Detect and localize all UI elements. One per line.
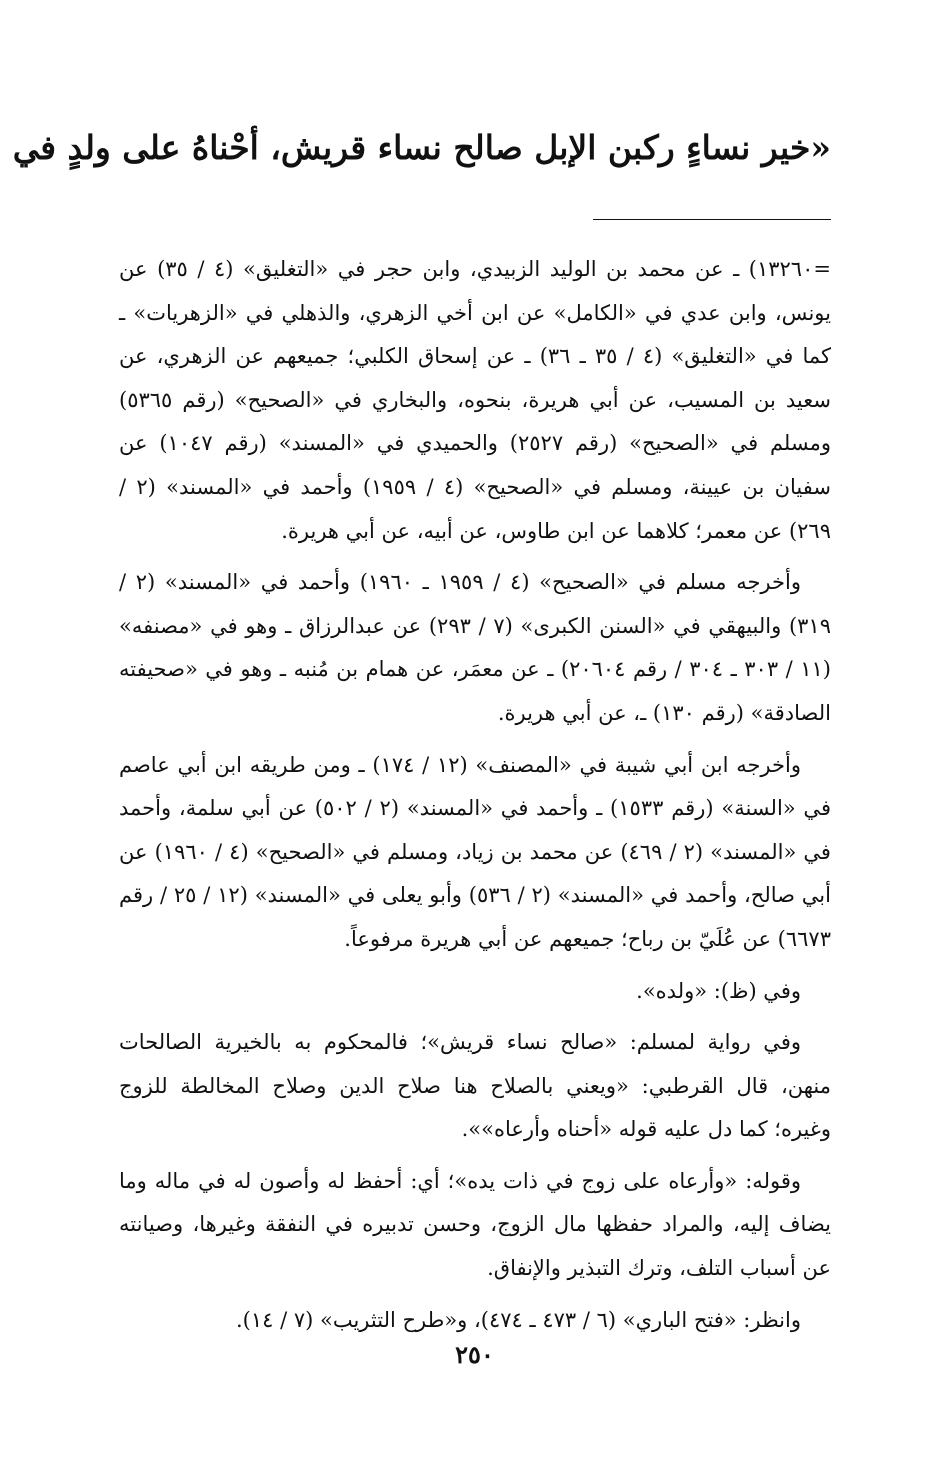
footnote-paragraph: وأخرجه ابن أبي شيبة في «المصنف» (١٢ / ١٧٤) ـ ومن طريقه ابن أبي عاصم في «السنة» (رقم ١٥٣٣) ـ وأحمد في «المسند» (٢ / ٥٠٢) عن أبي سلمة، وأحمد في «المسند» (٢ / ٤٦٩) عن محمد بن زياد، ومسلم في «الصحيح» (٤ / ١٩٦٠) عن أبي صالح، وأحمد في «المسند» (٢ / ٥٣٦) وأبو يعلى في «المسند» (١٢ / ٢٥ / رقم ٦٦٧٣) عن عُلَيّ بن رباح؛ جميعهم عن أبي هريرة مرفوعاً.: [119, 752, 831, 951]
footnotes-block: [119, 248, 831, 1350]
footnote-paragraph: وانظر: «فتح الباري» (٦ / ٤٧٣ ـ ٤٧٤)، و«طرح التثريب» (٧ / ١٤).: [235, 1307, 801, 1332]
page-number: ٢٥٠: [455, 1340, 494, 1369]
hadith-heading: «خير نساءٍ ركبن الإبل صالح نساء قريش، أحْناهُ على ولدٍ في: [12, 128, 831, 167]
footnote-paragraph: =١٣٢٦٠) ـ عن محمد بن الوليد الزبيدي، وابن حجر في «التغليق» (٤ / ٣٥) عن يونس، وابن عدي في «الكامل» عن ابن أخي الزهري، والذهلي في «الزهريات» ـ كما في «التغليق» (٤ / ٣٥ ـ ٣٦) ـ عن إسحاق الكلبي؛ جميعهم عن الزهري، عن سعيد بن المسيب، عن أبي هريرة، بنحوه، والبخاري في «الصحيح» (رقم ٥٣٦٥) ومسلم في «الصحيح» (رقم ٢٥٢٧) والحميدي في «المسند» (رقم ١٠٤٧) عن سفيان بن عيينة، ومسلم في «الصحيح» (٤ / ١٩٥٩) وأحمد في «المسند» (٢ / ٢٦٩) عن معمر؛ كلاهما عن ابن طاوس، عن أبيه، عن أبي هريرة.: [119, 257, 831, 543]
footnote-paragraph: وفي رواية لمسلم: «صالح نساء قريش»؛ فالمحكوم به بالخيرية الصالحات منهن، قال القرطبي: «ويعني بالصلاح هنا صلاح الدين وصلاح المخالطة للزوج وغيره؛ كما دل عليه قوله «أحناه وأرعاه»».: [119, 1030, 831, 1142]
footnote-paragraph: وفي (ظ): «ولده».: [636, 978, 801, 1003]
footnote-paragraph: وأخرجه مسلم في «الصحيح» (٤ / ١٩٥٩ ـ ١٩٦٠) وأحمد في «المسند» (٢ / ٣١٩) والبيهقي في «السنن الكبرى» (٧ / ٢٩٣) عن عبدالرزاق ـ وهو في «مصنفه» (١١ / ٣٠٣ ـ ٣٠٤ / رقم ٢٠٦٠٤) ـ عن معمَر، عن همام بن مُنبه ـ وهو في «صحيفته الصادقة» (رقم ١٣٠) ـ، عن أبي هريرة.: [119, 570, 831, 725]
footnote-separator: [593, 219, 831, 220]
footnote-paragraph: وقوله: «وأرعاه على زوج في ذات يده»؛ أي: أحفظ له وأصون له في ماله وما يضاف إليه، والمراد حفظها مال الزوج، وحسن تدبيره في النفقة وغيرها، وصيانته عن أسباب التلف، وترك التبذير والإنفاق.: [119, 1168, 831, 1281]
